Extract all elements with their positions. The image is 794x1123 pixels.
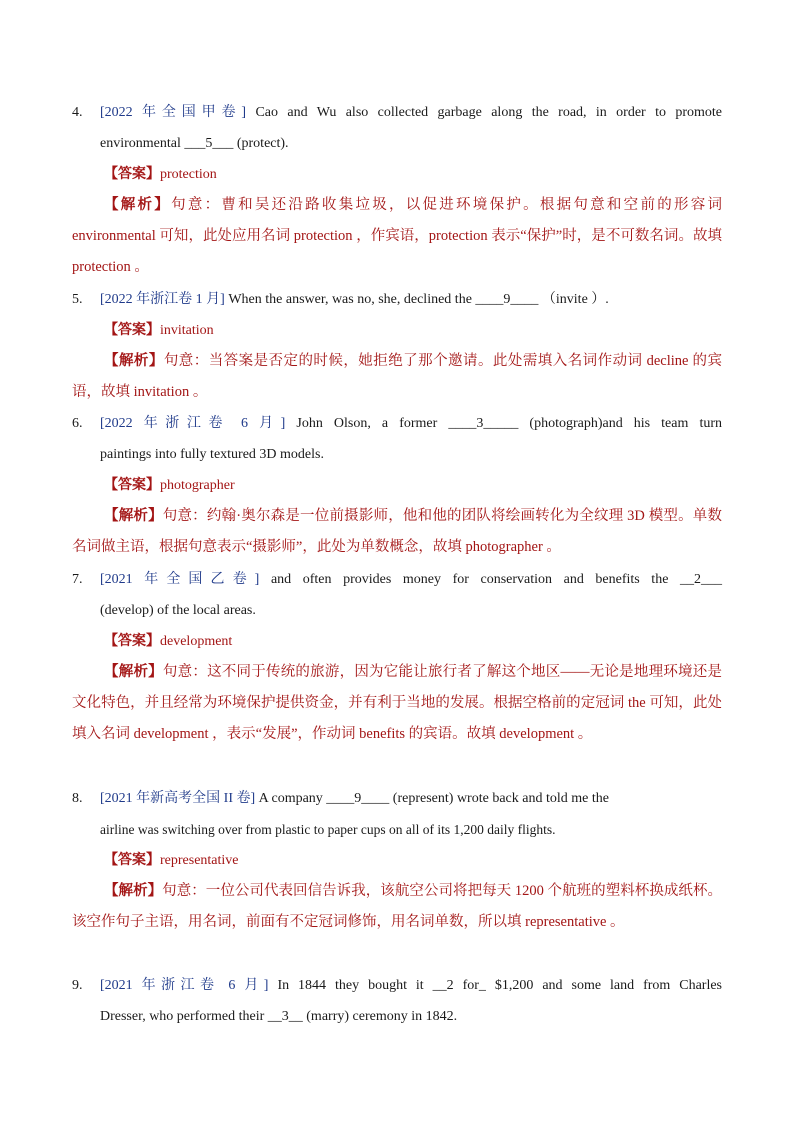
- question-number: 6.: [72, 416, 83, 431]
- answer-text: invitation: [160, 323, 214, 338]
- question-8: [72, 783, 722, 938]
- question-5: [72, 284, 722, 408]
- answer-text: photographer: [160, 478, 235, 493]
- explanation-text: 句意：当答案是否定的时候，她拒绝了那个邀请。此处需填入名词作动词 decline 的宾语，故填 invitation 。: [72, 353, 722, 400]
- question-number: 7.: [72, 572, 83, 587]
- question-source: [2022 年浙江卷 1 月]: [100, 292, 225, 307]
- explanation: 【解析】句意：当答案是否定的时候，她拒绝了那个邀请。此处需填入名词作动词 decline 的宾语，故填 invitation 。: [72, 353, 722, 400]
- explanation: 【解析】句意：一位公司代表回信告诉我，该航空公司将把每天 1200 个航班的塑料杯换成纸杯。该空作句子主语，用名词，前面有不定冠词修饰，用名词单数，所以填 representative 。: [72, 883, 722, 930]
- explanation-text: 句意：约翰·奥尔森是一位前摄影师，他和他的团队将绘画转化为全纹理 3D 模型。单数名词做主语，根据句意表示“摄影师”，此处为单数概念，故填 photographer 。: [72, 508, 722, 555]
- question-text: When the answer, was no, she, declined the ____9____ （invite ）.: [228, 292, 609, 307]
- answer: 【答案】protection: [104, 167, 217, 182]
- question-source: [2021 年全国乙卷]: [100, 572, 260, 587]
- explanation-text: 句意：这不同于传统的旅游，因为它能让旅行者了解这个地区——无论是地理环境还是文化特色，并且经常为环境保护提供资金，并有利于当地的发展。根据空格前的定冠词 the 可知，此处填入名词 development ，表示“发展”，作动词 benefits 的宾语。故填 development 。: [72, 664, 723, 742]
- question-text: Cao and Wu also collected garbage along the road, in order to promote: [255, 105, 722, 120]
- question-6: [72, 408, 722, 563]
- question-number: 5.: [72, 292, 83, 307]
- explanation: 【解析】句意：曹和吴还沿路收集垃圾，以促进环境保护。根据句意和空前的形容词environmental 可知，此处应用名词 protection ，作宾语，protection 表示“保护”时，是不可数名词。故填 protection 。: [72, 197, 723, 275]
- question-text-line2: airline was switching over from plastic to paper cups on all of its 1,200 daily flights.: [100, 822, 556, 837]
- question-text: A company ____9____ (represent) wrote back and told me the: [258, 791, 609, 806]
- answer: 【答案】invitation: [104, 323, 214, 338]
- answer: 【答案】development: [104, 634, 233, 649]
- question-text-line2: paintings into fully textured 3D models.: [100, 447, 324, 462]
- question-number: 4.: [72, 105, 83, 120]
- explanation: 【解析】句意：约翰·奥尔森是一位前摄影师，他和他的团队将绘画转化为全纹理 3D 模型。单数名词做主语，根据句意表示“摄影师”，此处为单数概念，故填 photographer 。: [72, 508, 722, 555]
- question-4: [72, 97, 722, 283]
- answer-text: development: [160, 634, 233, 649]
- answer-text: representative: [160, 853, 239, 868]
- answer-text: protection: [160, 167, 217, 182]
- question-text-line2: environmental ___5___ (protect).: [100, 136, 289, 151]
- question-7: [72, 564, 722, 750]
- explanation-text: 句意：曹和吴还沿路收集垃圾，以促进环境保护。根据句意和空前的形容词environmental 可知，此处应用名词 protection ，作宾语，protection 表示“保护”时，是不可数名词。故填 protection 。: [72, 197, 723, 275]
- answer: 【答案】representative: [104, 853, 239, 868]
- question-source: [2022 年全国甲卷]: [100, 105, 247, 120]
- explanation-text: 句意：一位公司代表回信告诉我，该航空公司将把每天 1200 个航班的塑料杯换成纸杯。该空作句子主语，用名词，前面有不定冠词修饰，用名词单数，所以填 representative 。: [72, 883, 722, 930]
- question-text: In 1844 they bought it __2 for_ $1,200 and some land from Charles: [277, 978, 723, 993]
- question-number: 9.: [72, 978, 83, 993]
- question-9: [72, 970, 722, 1032]
- answer: 【答案】photographer: [104, 478, 235, 493]
- question-text: and often provides money for conservation and benefits the __2___: [270, 572, 722, 587]
- question-source: [2022 年浙江卷 6 月]: [100, 416, 286, 431]
- question-source: [2021 年浙江卷 6 月]: [100, 978, 269, 993]
- question-number: 8.: [72, 791, 83, 806]
- question-source: [2021 年新高考全国 II 卷]: [100, 791, 256, 806]
- question-text-line2: Dresser, who performed their __3__ (marry) ceremony in 1842.: [100, 1009, 458, 1024]
- question-text: John Olson, a former ____3_____ (photograph)and his team turn: [296, 416, 722, 431]
- explanation: 【解析】句意：这不同于传统的旅游，因为它能让旅行者了解这个地区——无论是地理环境还是文化特色，并且经常为环境保护提供资金，并有利于当地的发展。根据空格前的定冠词 the 可知，此处填入名词 development ，表示“发展”，作动词 benefits 的宾语。故填 development 。: [72, 664, 723, 742]
- question-text-line2: (develop) of the local areas.: [100, 603, 256, 618]
